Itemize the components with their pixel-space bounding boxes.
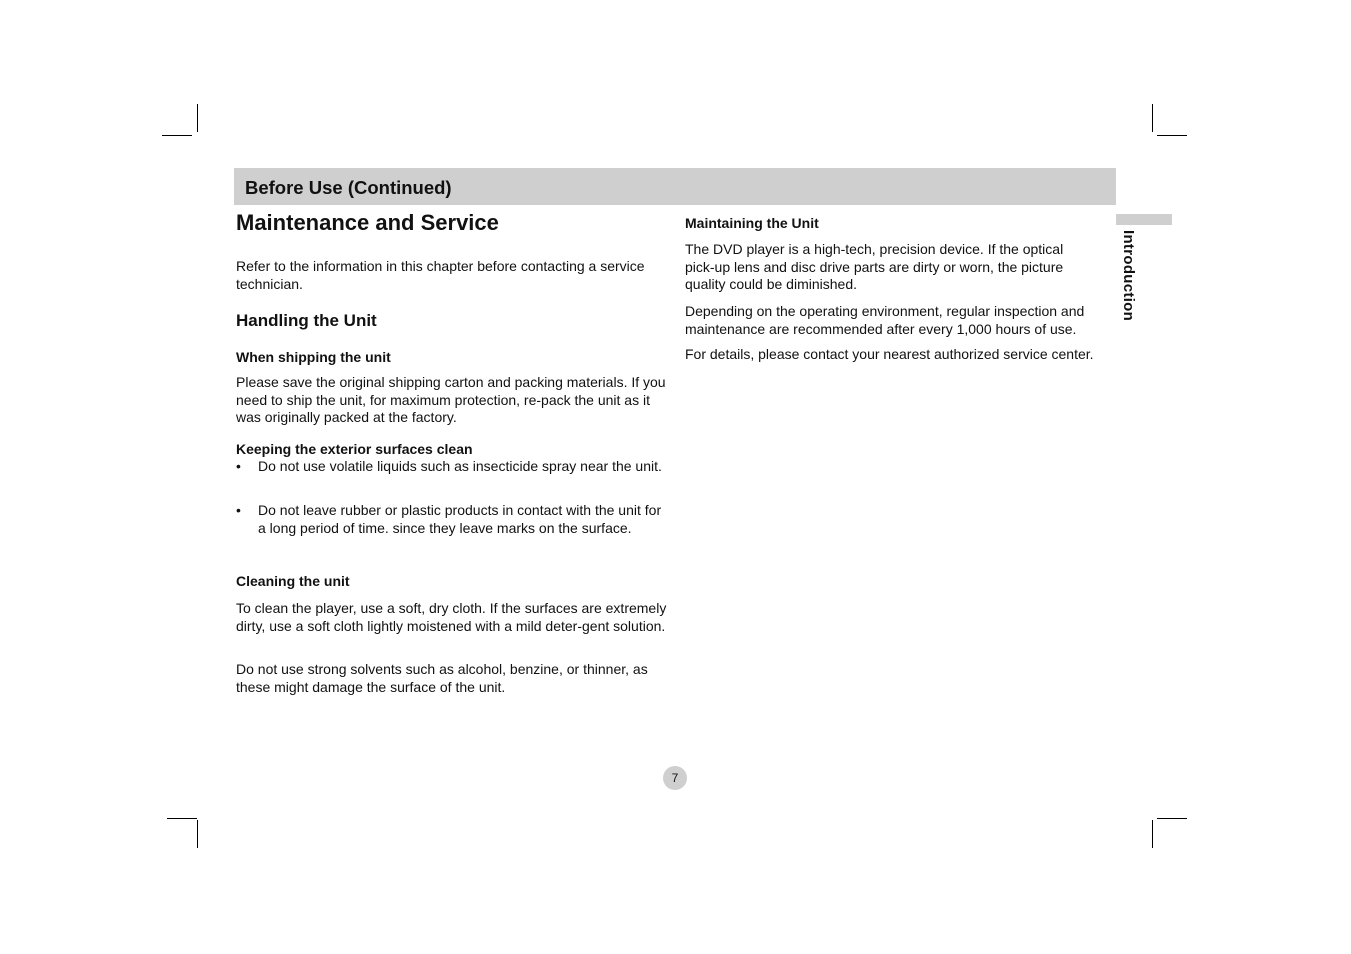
maintaining-text-2: Depending on the operating environment, regular inspection and maintenance are recommended after every 1,000 hours of use.	[685, 303, 1085, 337]
shipping-heading: When shipping the unit	[236, 349, 391, 365]
exterior-heading: Keeping the exterior surfaces clean	[236, 441, 473, 457]
cleaning-text-1: To clean the player, use a soft, dry cloth. If the surfaces are extremely dirty, use a soft cloth lightly moistened with a mild deter-gent solution.	[236, 600, 667, 634]
side-tab-marker	[1116, 214, 1172, 225]
list-item-text: Do not use volatile liquids such as insecticide spray near the unit.	[258, 458, 662, 474]
list-item-text: Do not leave rubber or plastic products in contact with the unit for a long period of time. since they leave marks on the surface.	[258, 502, 662, 536]
crop-mark	[197, 820, 198, 848]
maintaining-text-3: For details, please contact your nearest authorized service center.	[685, 346, 1094, 362]
page-title: Maintenance and Service	[236, 210, 499, 235]
side-tab-label: Introduction	[1120, 230, 1137, 322]
page-number: 7	[663, 766, 687, 790]
crop-mark	[162, 135, 192, 136]
bullet-icon: •	[236, 458, 241, 474]
crop-mark	[1152, 104, 1153, 132]
crop-mark	[1157, 135, 1187, 136]
cleaning-heading: Cleaning the unit	[236, 573, 350, 589]
crop-mark	[197, 104, 198, 132]
shipping-text: Please save the original shipping carton and packing materials. If you need to ship the unit, for maximum protection, re-pack the unit as it was originally packed at the factory.	[236, 374, 666, 425]
section-header-title: Before Use (Continued)	[245, 177, 452, 198]
maintaining-heading: Maintaining the Unit	[685, 215, 819, 231]
intro-text: Refer to the information in this chapter before contacting a service technician.	[236, 258, 645, 292]
crop-mark	[1152, 820, 1153, 848]
section-header-bar	[234, 168, 1116, 205]
crop-mark	[167, 818, 197, 819]
cleaning-text-2: Do not use strong solvents such as alcohol, benzine, or thinner, as these might damage the surface of the unit.	[236, 661, 648, 695]
maintaining-text-1: The DVD player is a high-tech, precision device. If the optical pick-up lens and disc drive parts are dirty or worn, the picture quality could be diminished.	[685, 241, 1064, 292]
handling-heading: Handling the Unit	[236, 311, 377, 330]
bullet-icon: •	[236, 502, 241, 518]
crop-mark	[1157, 818, 1187, 819]
